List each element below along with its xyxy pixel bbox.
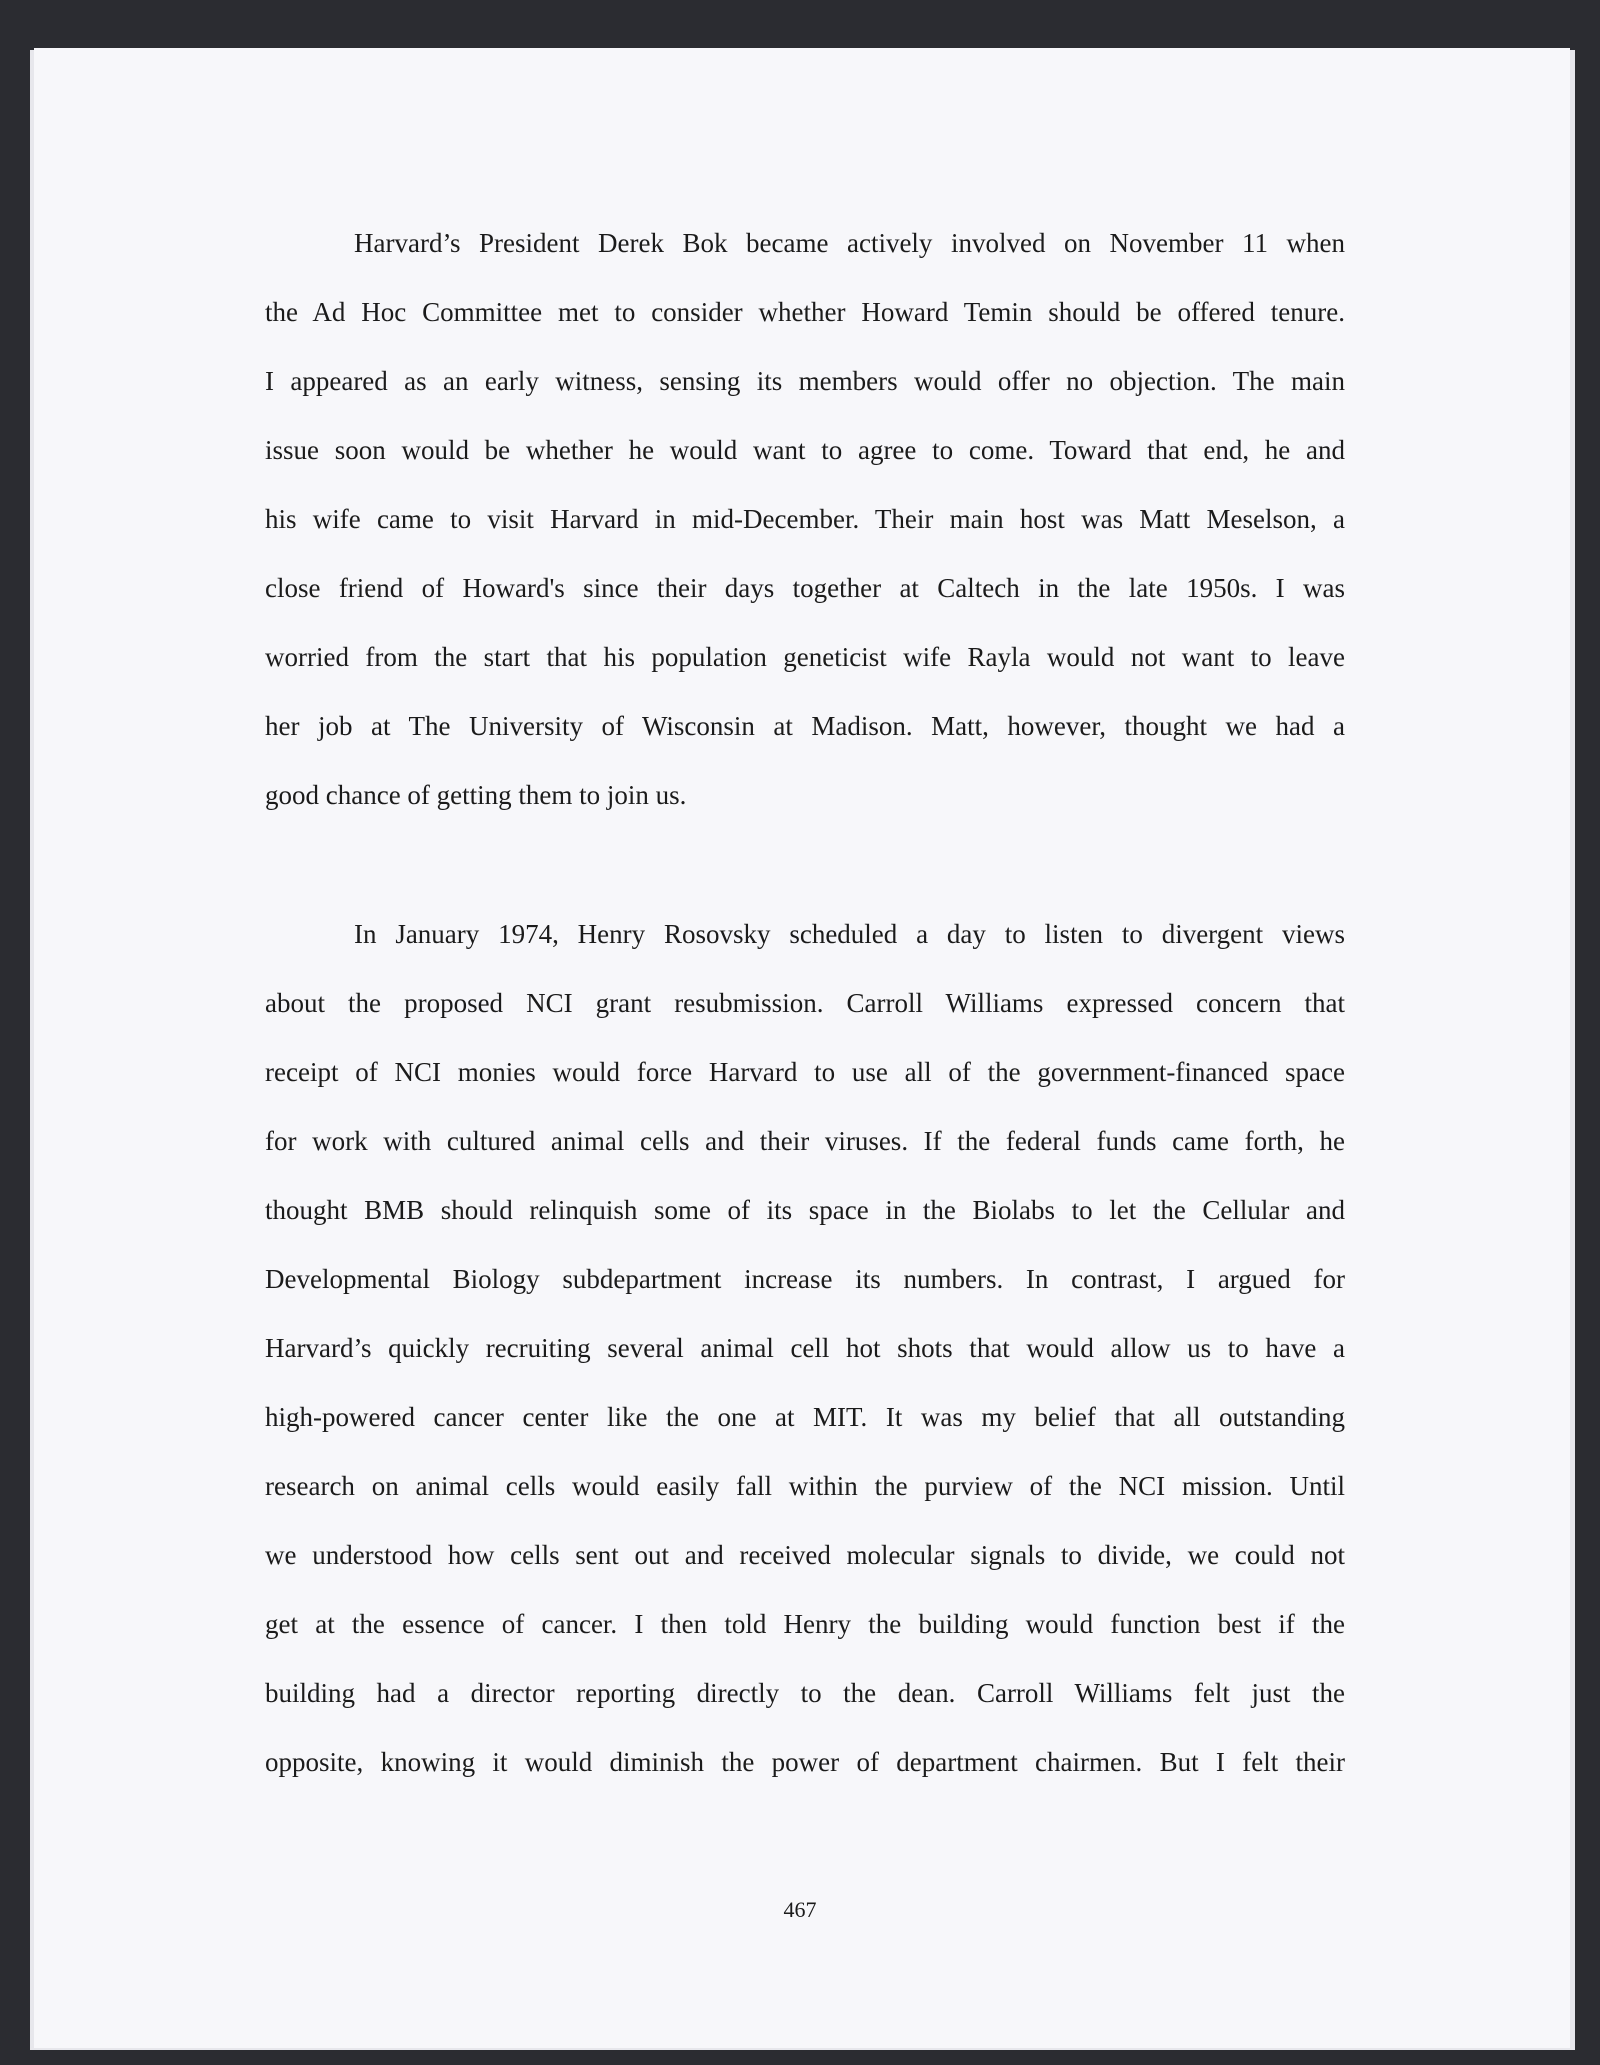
paragraph-1 — [265, 209, 1345, 830]
text-line: we understood how cells sent out and received molecular signals to divide, we could not — [265, 1540, 1345, 1570]
text-line: get at the essence of cancer. I then told Henry the building would function best if the — [265, 1609, 1345, 1639]
text-line: close friend of Howard's since their days together at Caltech in the late 1950s. I was — [265, 573, 1345, 603]
text-line: building had a director reporting directly to the dean. Carroll Williams felt just the — [265, 1678, 1345, 1708]
text-line: I appeared as an early witness, sensing its members would offer no objection. The main — [265, 366, 1345, 396]
text-line: Harvard’s quickly recruiting several animal cell hot shots that would allow us to have a — [265, 1333, 1345, 1363]
text-line: about the proposed NCI grant resubmission. Carroll Williams expressed concern that — [265, 988, 1345, 1018]
paragraph-2 — [265, 900, 1345, 1797]
text-line: for work with cultured animal cells and their viruses. If the federal funds came forth, he — [265, 1126, 1345, 1156]
text-line: his wife came to visit Harvard in mid-December. Their main host was Matt Meselson, a — [265, 504, 1345, 534]
text-line: thought BMB should relinquish some of its space in the Biolabs to let the Cellular and — [265, 1195, 1345, 1225]
text-line: Developmental Biology subdepartment increase its numbers. In contrast, I argued for — [265, 1264, 1345, 1294]
text-line: worried from the start that his population geneticist wife Rayla would not want to leave — [265, 642, 1345, 672]
text-line: In January 1974, Henry Rosovsky scheduled a day to listen to divergent views — [354, 919, 1345, 949]
text-line: research on animal cells would easily fall within the purview of the NCI mission. Until — [265, 1471, 1345, 1501]
text-line: issue soon would be whether he would want to agree to come. Toward that end, he and — [265, 435, 1345, 465]
text-line: the Ad Hoc Committee met to consider whether Howard Temin should be offered tenure. — [265, 297, 1345, 327]
text-line: receipt of NCI monies would force Harvard to use all of the government-financed space — [265, 1057, 1345, 1087]
page-number: 467 — [783, 1897, 817, 1922]
text-line: good chance of getting them to join us. — [265, 780, 687, 810]
text-line: opposite, knowing it would diminish the power of department chairmen. But I felt their — [265, 1747, 1345, 1777]
text-line: high-powered cancer center like the one at MIT. It was my belief that all outstanding — [265, 1402, 1345, 1432]
text-line: Harvard’s President Derek Bok became actively involved on November 11 when — [354, 228, 1345, 258]
text-line: her job at The University of Wisconsin at Madison. Matt, however, thought we had a — [265, 711, 1345, 741]
